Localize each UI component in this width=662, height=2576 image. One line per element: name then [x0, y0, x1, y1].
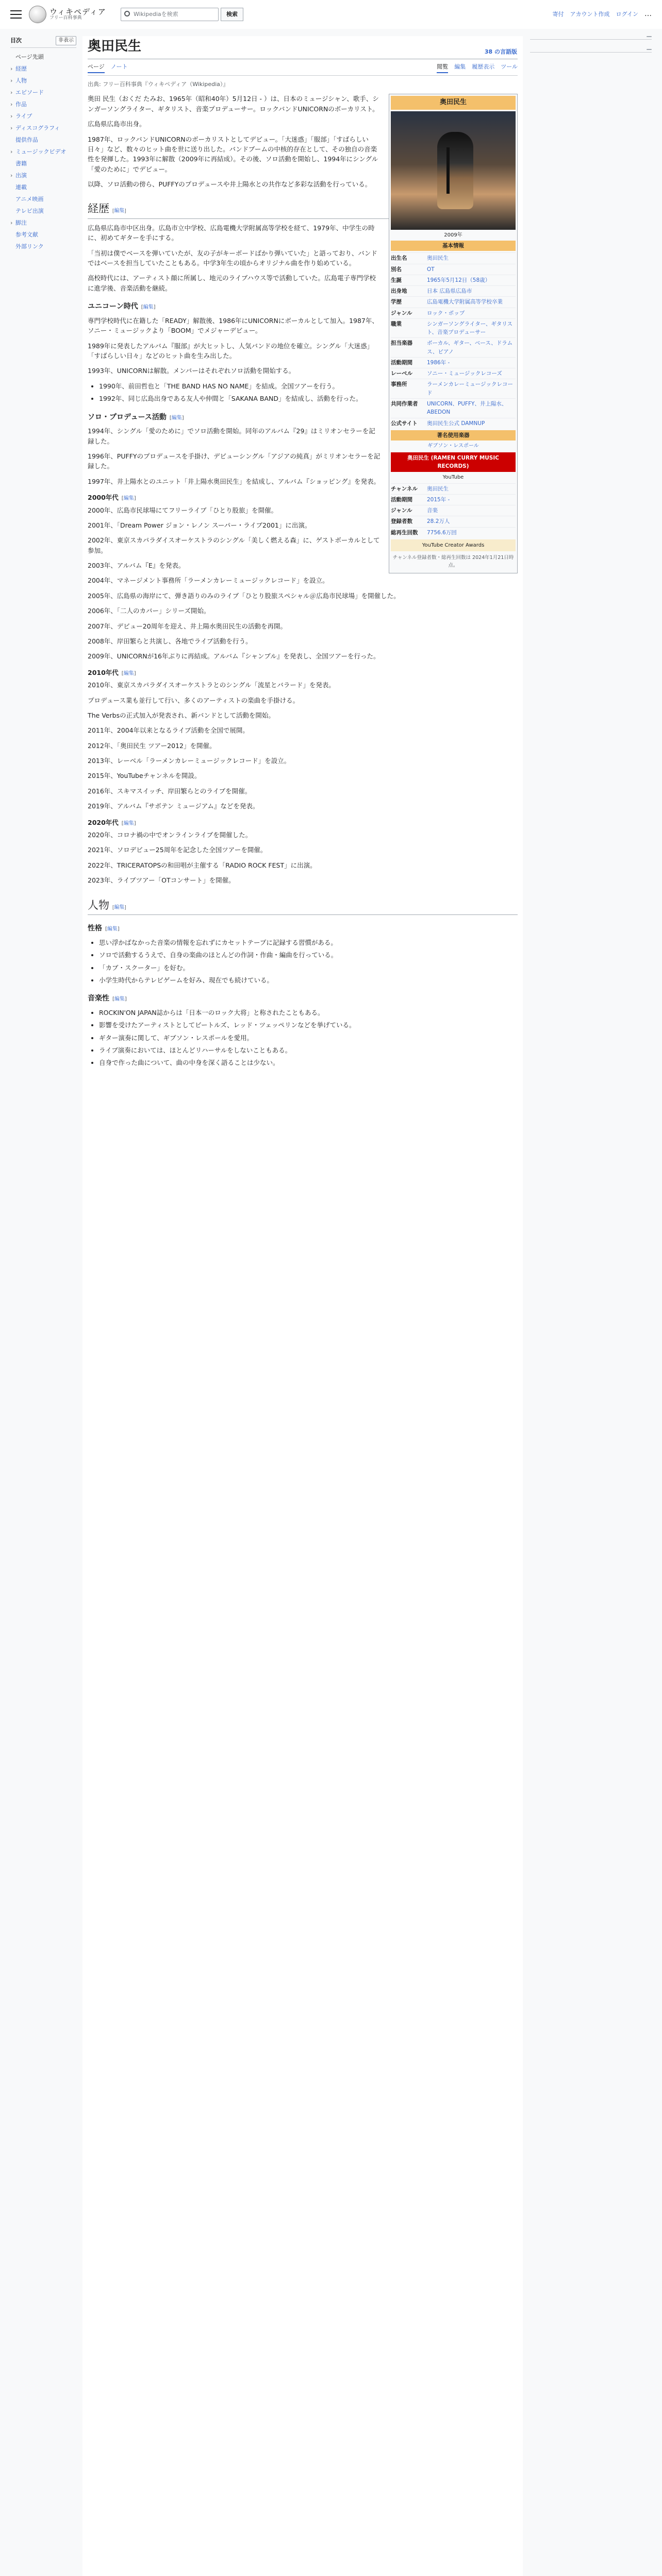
infobox	[389, 94, 518, 573]
infobox-row	[391, 275, 516, 285]
infobox-row	[391, 398, 516, 418]
toc-item-label: テレビ出演	[15, 208, 44, 215]
paragraph: 2000年、広島市民球場にてフリーライブ「ひとり股旅」を開催。	[88, 506, 278, 514]
list-item: • 「カブ・スクーター」を好む。	[99, 963, 518, 973]
infobox-row	[391, 252, 516, 263]
paragraph: 2010年、東京スカパラダイスオーケストラとのシングル「流星とバラード」を発表。	[88, 681, 335, 689]
toc-list	[10, 51, 76, 253]
edit-link: [編集]	[112, 996, 127, 1003]
edit-link: [編集]	[121, 820, 136, 826]
youtube-key: 登録者数	[391, 518, 412, 525]
youtube-key: 活動期間	[391, 496, 412, 503]
toc-item-label: エピソード	[15, 89, 44, 96]
paragraph: 2003年、アルバム『E』を発表。	[88, 562, 185, 570]
chevron-right-icon[interactable]: ›	[10, 219, 13, 227]
appearance-block	[530, 49, 652, 53]
chevron-right-icon[interactable]: ›	[10, 100, 13, 108]
list-item: • 自身で作った曲について、曲の中身を深く語ることは少ない。	[99, 1058, 518, 1067]
edit-link: [編集]	[112, 904, 126, 910]
toc-item[interactable]	[10, 205, 76, 217]
music-list	[99, 1008, 518, 1068]
edit-link: [編集]	[112, 208, 126, 214]
toc-item[interactable]	[10, 134, 76, 146]
infobox-value	[427, 380, 516, 397]
toc-item-label: ディスコグラフィ	[15, 124, 60, 131]
toc-item[interactable]	[10, 241, 76, 252]
tools-block	[530, 36, 652, 40]
youtube-row	[391, 505, 516, 516]
chevron-right-icon[interactable]: ›	[10, 89, 13, 96]
appearance-hide-button[interactable]	[647, 49, 652, 50]
toc-item[interactable]	[10, 193, 76, 205]
youtube-label: YouTube	[442, 474, 464, 481]
infobox-row	[391, 264, 516, 275]
paragraph: 2011年、2004年以来となるライブ活動を全国で展開。	[88, 726, 249, 735]
toc-hide-button[interactable]: 非表示	[56, 36, 76, 45]
infobox-instrument	[391, 442, 516, 450]
photo-caption: 2009年	[444, 232, 462, 238]
infobox-key: 出生名	[391, 255, 407, 262]
tab-talk[interactable]: ノート	[110, 63, 128, 71]
toc-title: 目次	[10, 37, 22, 44]
infobox-value	[427, 287, 516, 295]
toc-item[interactable]	[10, 110, 76, 122]
infobox-row	[391, 337, 516, 357]
infobox-row	[391, 296, 516, 307]
youtube-value-link[interactable]: 2015年 -	[427, 496, 450, 503]
section-character-heading: 性格 [編集]	[88, 924, 120, 933]
youtube-value	[427, 517, 516, 526]
list-item: • ROCKIN'ON JAPAN誌からは「日本一のロック大将」と称されたこともある。	[99, 1008, 518, 1018]
toc-item-label: ページ先頭	[15, 53, 44, 60]
youtube-value-link[interactable]: 7756.6万回	[427, 529, 457, 536]
toc-item-label: アニメ映画	[15, 196, 44, 203]
toc-item[interactable]	[10, 217, 76, 229]
paragraph: 2002年、東京スカパラダイスオーケストラのシングル「美しく燃える森」に、ゲストボーカルとして参加。	[88, 536, 380, 554]
paragraph: 1987年、ロックバンドUNICORNのボーカリストとしてデビュー。「大迷惑」「服部」「すばらしい日々」など、数々のヒット曲を世に送り出した。バンドブームの中核的存在として、その独自の音楽性を発揮した。1993年に解散（2009年に再結成）。その後、ソロ活動を開始し、1994年にシングル「愛のために」でデビュー。	[88, 135, 378, 173]
toc-item[interactable]	[10, 170, 76, 181]
infobox-value-link[interactable]: ソニー・ミュージックレコーズ	[427, 370, 502, 377]
infobox-key: 学歴	[391, 299, 402, 306]
infobox-value-link[interactable]: OT	[427, 266, 435, 273]
section-music-heading: 音楽性 [編集]	[88, 994, 127, 1003]
infobox-instrument-heading: 著名使用楽器	[391, 430, 516, 440]
infobox-basic-heading: 基本情報	[391, 241, 516, 251]
edit-link: [編集]	[121, 670, 136, 676]
tab-tools[interactable]: ツール	[501, 63, 518, 71]
tab-page[interactable]: ページ	[88, 62, 105, 73]
search-button[interactable]: 検索	[221, 8, 243, 21]
infobox-value-link[interactable]: 奥田民生公式 DAMNUP	[427, 420, 485, 427]
infobox-value	[427, 339, 516, 356]
list-item: • 思い浮かばなかった音楽の情報を忘れずにカセットテープに記録する習慣がある。	[99, 938, 518, 947]
main-content	[82, 36, 523, 2576]
infobox-value-link[interactable]: シンガーソングライター、ギタリスト、音楽プロデューサー	[427, 320, 513, 336]
infobox-key: ジャンル	[391, 310, 412, 316]
page-tabs	[88, 62, 518, 76]
section-career-heading: 経歴 [編集]	[88, 200, 518, 219]
page-title: 奥田民生	[88, 39, 142, 54]
paragraph: 広島県広島市中区出身。広島市立中学校、広島電機大学附属高等学校を経て、1979年、中学生の時に、初めてギターを手にする。	[88, 224, 375, 242]
youtube-row	[391, 483, 516, 494]
infobox-value	[427, 309, 516, 317]
more-options-icon[interactable]: …	[644, 10, 652, 19]
youtube-value	[427, 496, 516, 504]
infobox-key: 事務所	[391, 381, 407, 388]
list-item: • 小学生時代からテレビゲームを好み、現在でも続けている。	[99, 975, 518, 985]
youtube-heading: 奥田民生 (RAMEN CURRY MUSIC RECORDS)	[391, 452, 516, 472]
paragraph: 2015年、YouTubeチャンネルを開設。	[88, 772, 201, 780]
page-source-line: 出典: フリー百科事典『ウィキペディア（Wikipedia）』	[88, 81, 229, 88]
infobox-key: 公式サイト	[391, 420, 418, 427]
toc-item[interactable]	[10, 158, 76, 170]
wikipedia-globe-icon	[29, 6, 46, 23]
paragraph: 以降、ソロ活動の傍ら、PUFFYのプロデュースや井上陽水との共作など多彩な活動を行っている。	[88, 180, 372, 189]
infobox-value	[427, 320, 516, 337]
youtube-value-link[interactable]: 28.2万人	[427, 518, 450, 525]
search-form	[121, 8, 243, 21]
youtube-value	[427, 506, 516, 515]
paragraph: 「当初は僕でベースを弾いていたが、友の子がキーボードばかり弾いていた」と語っており、バンドではベースを担当していたこともある。中学3年生の頃からオリジナル曲を作り始めている。	[88, 249, 377, 267]
infobox-key: 共同作業者	[391, 401, 418, 408]
section-2020s	[88, 830, 518, 886]
infobox-value-link[interactable]: 広島電機大学附属高等学校卒業	[427, 299, 503, 306]
infobox-value-link[interactable]: ロック・ポップ	[427, 310, 465, 316]
wordmark: ウィキペディア	[49, 7, 106, 16]
site-logo[interactable]	[29, 6, 117, 23]
paragraph: 2001年、「Dream Power ジョン・レノン スーパー・ライブ2001」に出演。	[88, 521, 311, 529]
infobox-value-link[interactable]: UNICORN、PUFFY、井上陽水、ABEDON	[427, 401, 507, 416]
hamburger-bar	[10, 18, 22, 19]
toc-item[interactable]	[10, 146, 76, 158]
youtube-key: 総再生回数	[391, 529, 418, 536]
right-sidebar	[530, 36, 652, 62]
main-menu-button[interactable]	[10, 10, 22, 19]
infobox-key: 職業	[391, 320, 402, 327]
youtube-key: チャンネル	[391, 485, 418, 492]
section-solo-heading: ソロ・プロデュース活動 [編集]	[88, 413, 184, 421]
section-2010s-heading: 2010年代 [編集]	[88, 668, 136, 676]
paragraph: 2020年、コロナ禍の中でオンラインライブを開催した。	[88, 831, 252, 839]
list-item: • 1990年、前田哲也と「THE BAND HAS NO NAME」を結成。全国ツアーを行う。	[99, 381, 518, 391]
language-button[interactable]: 38 の言語版	[484, 48, 517, 56]
infobox-value-link[interactable]: ボーカル、ギター、ベース、ドラムス、ピアノ	[427, 340, 513, 355]
search-icon	[124, 11, 130, 16]
paragraph: 専門学校時代に在籍した「READY」解散後、1986年にUNICORNにボーカルとして加入。1987年、ソニー・ミュージックより「BOOM」でメジャーデビュー。	[88, 316, 378, 335]
paragraph: 2005年、広島県の海岸にて、弾き語りのみのライブ「ひとり股旅スペシャル＠広島市民球場」を開催した。	[88, 591, 400, 600]
chevron-right-icon[interactable]: ›	[10, 148, 13, 155]
paragraph: 2006年、「二人のカバー」シリーズ開始。	[88, 607, 210, 615]
toc-item[interactable]	[10, 181, 76, 193]
donate-link[interactable]: 寄付	[552, 11, 564, 18]
infobox-key: 担当楽器	[391, 340, 412, 347]
section-2000s-heading: 2000年代 [編集]	[88, 494, 136, 502]
toc-item-label: 連載	[15, 184, 27, 191]
paragraph: 2012年、「奥田民生 ツアー2012」を開催。	[88, 741, 216, 750]
paragraph: 2019年、アルバム『サボテン ミュージアム』などを発表。	[88, 802, 259, 810]
infobox-key: 生誕	[391, 277, 402, 283]
paragraph: 2022年、TRICERATOPSの和田唱が主催する「RADIO ROCK FEST」に出演。	[88, 861, 317, 869]
infobox-value-link[interactable]: 日本 広島県広島市	[427, 288, 472, 295]
infobox-value-link[interactable]: 奥田民生	[427, 255, 449, 262]
article-body	[88, 94, 518, 1067]
youtube-value	[427, 529, 516, 537]
toc-item-label: 経歴	[15, 65, 27, 72]
infobox-key: レーベル	[391, 370, 412, 377]
tab-read[interactable]: 閲覧	[437, 62, 448, 73]
hamburger-bar	[10, 14, 22, 15]
paragraph: プロデュース業も並行して行い、多くのアーティストの楽曲を手掛ける。	[88, 696, 300, 704]
infobox-value	[427, 265, 516, 274]
list-item: • ライブ演奏においては、ほとんどリハーサルをしないこともある。	[99, 1045, 518, 1055]
youtube-row	[391, 516, 516, 527]
section-2010s	[88, 680, 518, 811]
photo-figure	[437, 132, 473, 209]
edit-link: [編集]	[169, 415, 184, 421]
infobox-row	[391, 379, 516, 398]
toc-item[interactable]	[10, 122, 76, 134]
view-tabs	[437, 62, 518, 73]
infobox-row	[391, 418, 516, 429]
paragraph: 1994年、シングル「愛のために」でソロ活動を開始。同年のアルバム『29』はミリオンセラーを記録した。	[88, 427, 375, 445]
hamburger-bar	[10, 10, 22, 11]
youtube-rows	[391, 483, 516, 538]
infobox-value-link[interactable]: 1965年5月12日（58歳）	[427, 277, 491, 283]
toc-item[interactable]	[10, 75, 76, 87]
artist-photo[interactable]	[391, 111, 516, 230]
infobox-value	[427, 298, 516, 306]
infobox-value-link[interactable]: 1986年 -	[427, 359, 450, 366]
toc-item-label: 出演	[15, 172, 27, 179]
tools-hide-button[interactable]	[647, 36, 652, 37]
chevron-right-icon[interactable]: ›	[10, 65, 13, 72]
youtube-note: チャンネル登録者数・総再生回数は 2024年1月21日時点。	[392, 555, 514, 569]
paragraph: 奥田 民生（おくだ たみお、1965年（昭和40年）5月12日 - ）は、日本のミュージシャン、歌手、シンガーソングライター、ギタリスト、音楽プロデューサー。ロックバンドUNICORNのボーカリスト。	[88, 95, 379, 113]
infobox-value	[427, 419, 516, 428]
title-row	[88, 36, 518, 59]
paragraph: 1989年に発表したアルバム『服部』が大ヒットし、人気バンドの地位を確立。シングル「大迷惑」「すばらしい日々」などのヒット曲を生み出した。	[88, 342, 374, 360]
list-item: • ギター演奏に関して、ギブソン・レスポールを愛用。	[99, 1033, 518, 1043]
search-input[interactable]	[121, 8, 219, 21]
paragraph: 2013年、レーベル「ラーメンカレーミュージックレコード」を設立。	[88, 757, 291, 765]
chevron-right-icon[interactable]: ›	[10, 77, 13, 84]
site-header	[0, 0, 662, 29]
list-item: • ソロで活動するうえで、自身の楽曲のほとんどの作詞・作曲・編曲を行っている。	[99, 950, 518, 960]
list-item: • 1992年、同じ広島出身である友人や仲間と「SAKANA BAND」を結成し、活動を行った。	[99, 394, 518, 403]
toc-item[interactable]	[10, 87, 76, 98]
section-unicorn-heading: ユニコーン時代 [編集]	[88, 302, 156, 311]
youtube-value-link[interactable]: 音楽	[427, 507, 438, 514]
edit-link: [編集]	[105, 926, 120, 933]
toc-item[interactable]	[10, 51, 76, 63]
character-list	[99, 938, 518, 986]
infobox-row	[391, 368, 516, 379]
chevron-right-icon[interactable]: ›	[10, 172, 13, 179]
paragraph: 2009年、UNICORNが16年ぶりに再結成。アルバム『シャンブル』を発表し、全国ツアーを行った。	[88, 652, 380, 660]
section-2020s-heading: 2020年代 [編集]	[88, 818, 136, 826]
chevron-right-icon[interactable]: ›	[10, 112, 13, 120]
edit-link: [編集]	[121, 496, 136, 502]
infobox-row	[391, 318, 516, 338]
infobox-rows	[391, 252, 516, 429]
infobox-value	[427, 369, 516, 378]
toc-header	[10, 36, 76, 48]
section-person-heading: 人物 [編集]	[88, 897, 518, 916]
paragraph: 1996年、PUFFYのプロデュースを手掛け、デビューシングル「アジアの純真」がミリオンセラーを記録した。	[88, 452, 380, 470]
infobox-key: 別名	[391, 266, 402, 273]
paragraph: 広島県広島市出身。	[88, 120, 146, 128]
appearance-header	[530, 49, 652, 53]
paragraph: 高校時代には、アーティスト顔に所属し、地元のライブハウス等で活動していた。広島電子専門学校に進学後、音楽活動を継続。	[88, 274, 376, 292]
infobox-key: 出身地	[391, 288, 407, 295]
youtube-row	[391, 494, 516, 505]
toc-sidebar	[10, 36, 76, 252]
infobox-value	[427, 254, 516, 262]
toc-item[interactable]	[10, 229, 76, 241]
create-account-link[interactable]: アカウント作成	[570, 11, 610, 18]
youtube-key: ジャンル	[391, 507, 412, 514]
infobox-row	[391, 285, 516, 296]
youtube-award: YouTube Creator Awards	[391, 539, 516, 552]
toc-item-label: 人物	[15, 77, 27, 84]
paragraph: 2021年、ソロデビュー25周年を記念した全国ツアーを開催。	[88, 846, 267, 854]
infobox-value	[427, 359, 516, 367]
user-links	[553, 9, 652, 20]
tools-header	[530, 36, 652, 40]
infobox-row	[391, 357, 516, 368]
infobox-row	[391, 308, 516, 318]
infobox-name: 奥田民生	[391, 96, 516, 109]
infobox-key: 活動期間	[391, 359, 412, 366]
toc-item[interactable]	[10, 98, 76, 110]
search-placeholder: Wikipediaを検索	[134, 11, 178, 18]
infobox-value-link[interactable]: ラーメンカレーミュージックレコード	[427, 381, 514, 396]
paragraph: 2007年、デビュー20周年を迎え、井上陽水奥田民生の活動を再開。	[88, 622, 287, 630]
chevron-right-icon[interactable]: ›	[10, 124, 13, 131]
infobox-value	[427, 276, 516, 284]
tab-edit[interactable]: 編集	[454, 63, 466, 71]
paragraph: 2023年、ライブツアー「OTコンサート」を開催。	[88, 876, 235, 885]
toc-item-label: 参考文献	[15, 231, 38, 239]
tagline: フリー百科事典	[49, 15, 82, 21]
toc-item-label: ミュージックビデオ	[15, 148, 67, 155]
paragraph: 2016年、スキマスイッチ、岸田繁らとのライブを開催。	[88, 787, 252, 795]
paragraph: The Verbsの正式加入が発表され、新バンドとして活動を開始。	[88, 711, 275, 719]
toc-item-label: ライブ	[15, 112, 32, 120]
youtube-value-link[interactable]: 奥田民生	[427, 485, 449, 492]
toc-item-label: 書籍	[15, 160, 27, 167]
paragraph: 1997年、井上陽水とのユニット「井上陽水奥田民生」を結成し、アルバム『ショッピング』を発表。	[88, 477, 380, 485]
logo-text	[49, 8, 106, 21]
photo-mic-stand	[446, 147, 450, 194]
login-link[interactable]: ログイン	[616, 11, 638, 18]
paragraph: 2004年、マネージメント事務所「ラーメンカレーミュージックレコード」を設立。	[88, 577, 329, 585]
infobox-value	[427, 400, 516, 417]
instrument-link[interactable]: ギブソン・レスポール	[427, 443, 479, 449]
toc-item-label: 脚注	[15, 219, 27, 227]
tab-history[interactable]: 履歴表示	[472, 63, 495, 71]
paragraph: 1993年、UNICORNは解散。メンバーはそれぞれソロ活動を開始する。	[88, 367, 295, 375]
toc-item-label: 外部リンク	[15, 243, 44, 250]
toc-item[interactable]	[10, 63, 76, 75]
edit-link: [編集]	[141, 304, 156, 311]
youtube-value	[427, 485, 516, 493]
toc-item-label: 提供作品	[15, 136, 38, 143]
youtube-row	[391, 527, 516, 538]
list-item: • 影響を受けたアーティストとしてビートルズ、レッド・ツェッペリンなどを挙げている。	[99, 1020, 518, 1030]
toc-item-label: 作品	[15, 100, 27, 108]
paragraph: 2008年、岸田繁らと共演し、各地でライブ活動を行う。	[88, 637, 252, 645]
namespace-tabs	[88, 62, 127, 73]
